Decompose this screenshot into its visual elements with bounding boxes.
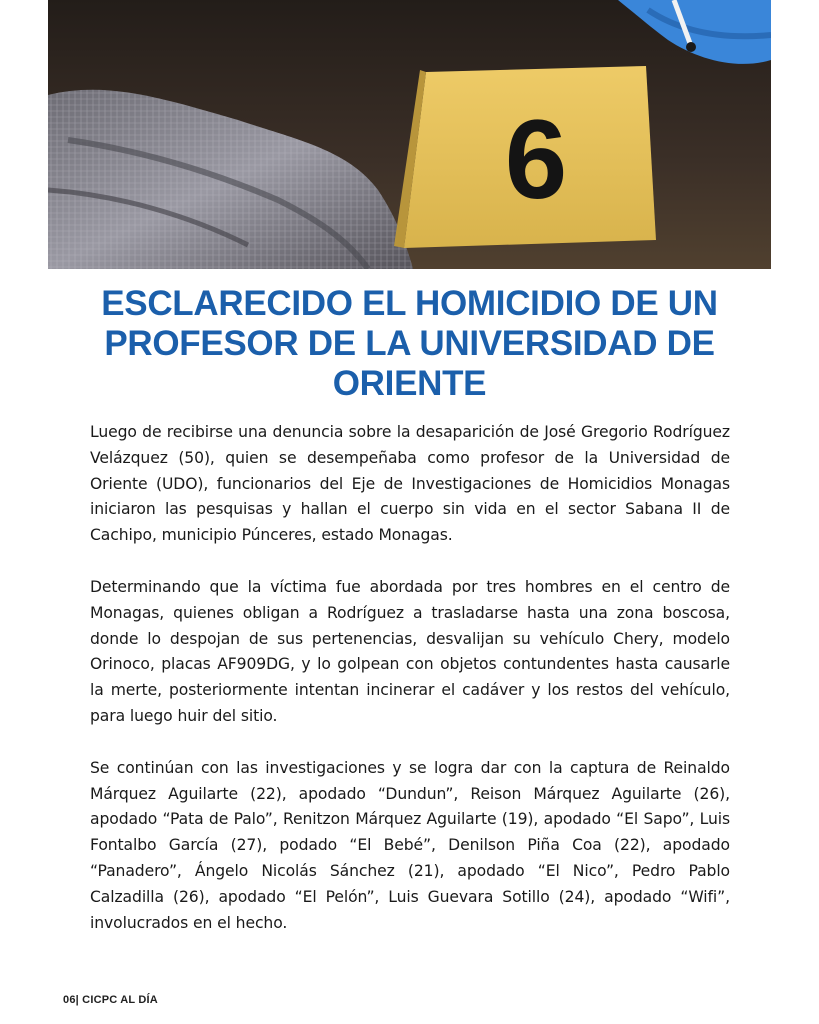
paragraph: Determinando que la víctima fue abordada por tres hombres en el centro de Monagas, quienes obligan a Rodríguez a trasladarse hasta una zona boscosa, donde lo despojan de sus pertenencias, desvalijan su vehículo Chery, modelo Orinoco, placas AF909DG, y lo golpean con objetos contundentes hasta causarle la merte, posteriormente intentan incinerar el cadáver y los restos del vehículo, para luego huir del sitio.: [90, 577, 730, 725]
page-title: ESCLARECIDO EL HOMICIDIO DE UN PROFESOR DE LA UNIVERSIDAD DE ORIENTE: [101, 284, 718, 403]
page-footer: 06| CICPC AL DÍA: [63, 994, 158, 1006]
crime-scene-photo: [48, 0, 771, 269]
paragraph: Luego de recibirse una denuncia sobre la desaparición de José Gregorio Rodríguez Velázquez (50), quien se desempeñaba como profesor de la Universidad de Oriente (UDO), funcionarios del Eje de Investigaciones de Homicidios Monagas iniciaron las pesquisas y hallan el cuerpo sin vida en el sector Sabana II de Cachipo, municipio Púnceres, estado Monagas.: [90, 423, 730, 545]
marker-number: 6: [504, 97, 568, 222]
article-body: [90, 420, 730, 962]
paragraph: Se continúan con las investigaciones y se logra dar con la captura de Reinaldo Márquez Aguilarte (22), apodado “Dundun”, Reison Márquez Aguilarte (26), apodado “Pata de Palo”, Renitzon Márquez Aguilarte (19), apodado “El Sapo”, Luis Fontalbo García (27), podado “El Bebé”, Denilson Piña Coa (22), apodado “Panadero”, Ángelo Nicolás Sánchez (21), apodado “El Nico”, Pedro Pablo Calzadilla (26), apodado “El Pelón”, Luis Guevara Sotillo (24), apodado “Wifi”, involucrados en el hecho.: [90, 758, 730, 932]
hero-image: [48, 0, 771, 269]
